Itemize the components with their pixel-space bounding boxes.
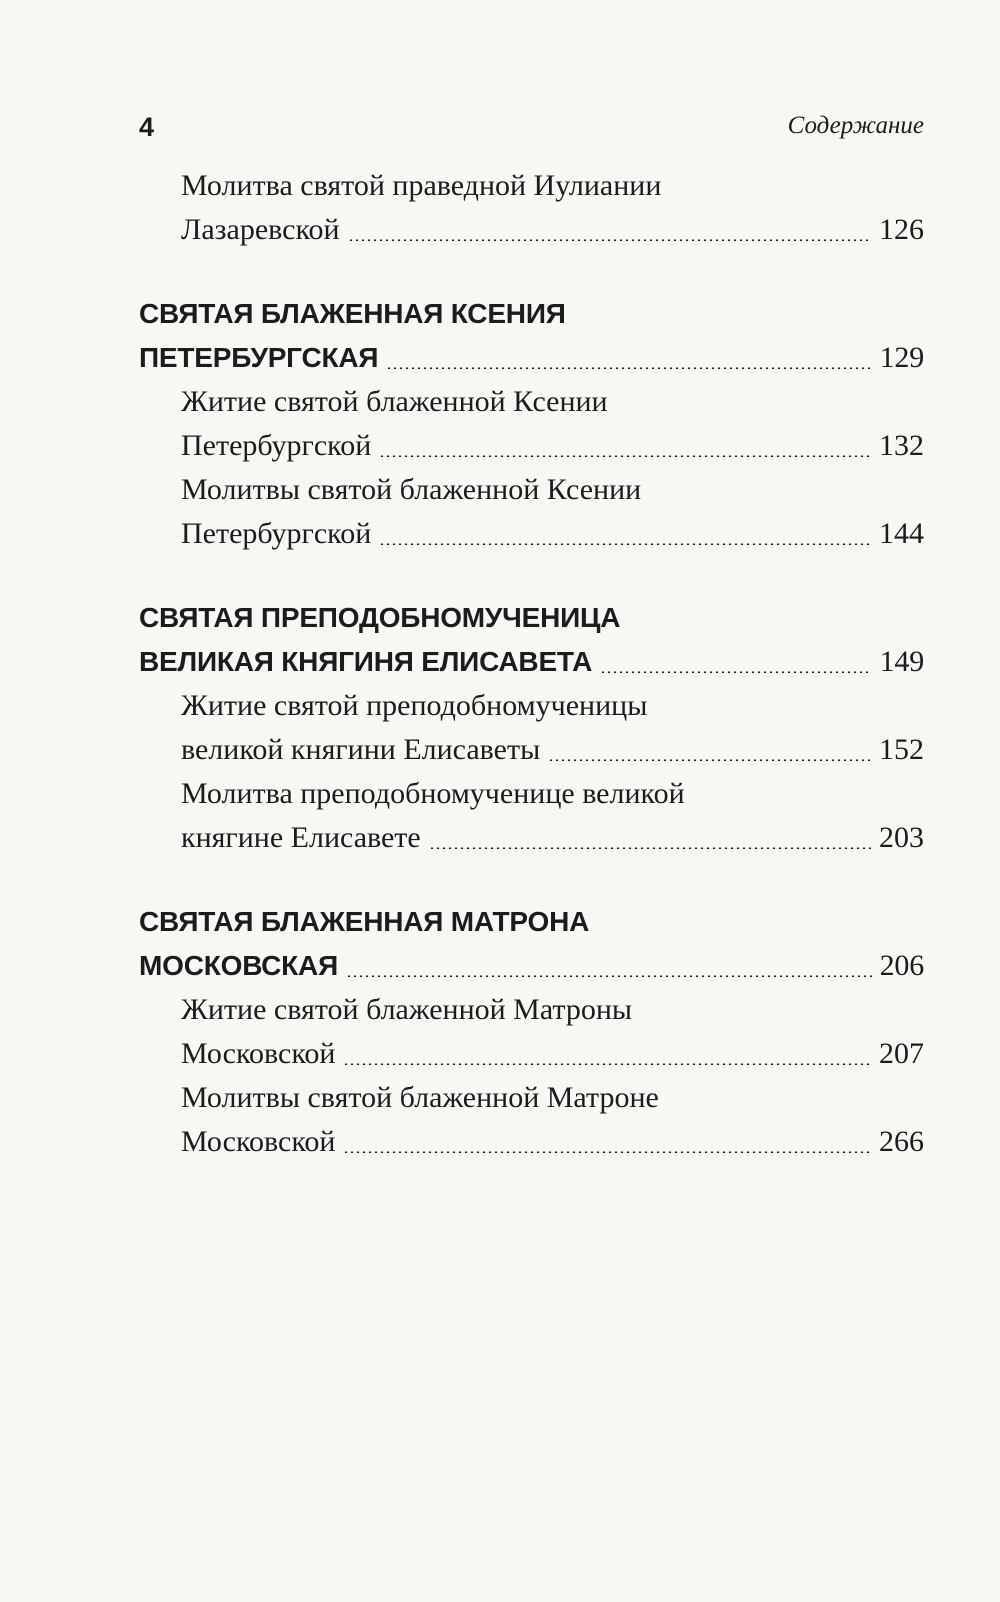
toc-entry-line: Молитвы святой блаженной Матроне [181,1081,659,1114]
toc-page-number: 144 [879,517,924,550]
toc-entry-line: Лазаревской [181,213,340,246]
toc-entry-xenia-life[interactable] [139,380,924,468]
toc-entry-leader-line [139,728,924,772]
toc-entry-leader-line [139,816,924,860]
section-title: СВЯТАЯ ПРЕПОДОБНОМУЧЕНИЦА [139,602,621,633]
section-title: ВЕЛИКАЯ КНЯГИНЯ ЕЛИСАВЕТА [139,646,593,677]
toc-entry-line: Житие святой блаженной Ксении [181,385,608,418]
toc-entry-elisaveta-life[interactable] [139,684,924,772]
section-title: МОСКОВСКАЯ [139,950,339,981]
dot-leader [379,455,871,457]
toc-entry-elisaveta-prayer[interactable] [139,772,924,860]
toc-page-number: 206 [879,949,924,982]
toc-page-number: 207 [879,1037,924,1070]
section-title: СВЯТАЯ БЛАЖЕННАЯ МАТРОНА [139,906,590,937]
dot-leader [348,239,871,241]
toc-entry-leader-line [139,512,924,556]
running-head: Содержание [787,112,924,139]
dot-leader [386,367,871,369]
toc-page-number: 152 [879,733,924,766]
toc-entry-leader-line [139,1120,924,1164]
section-title-leader-line [139,944,924,988]
toc-entry-line: Молитвы святой блаженной Ксении [181,473,642,506]
toc-page-number: 132 [879,429,924,462]
toc-entry-line: Московской [181,1125,336,1158]
toc-entry-line: Петербургской [181,429,372,462]
toc-entry-line: Молитва святой праведной Иулиании [181,169,662,202]
page-header [139,112,924,148]
toc-page-number: 149 [879,645,924,678]
dot-leader [343,1063,871,1065]
toc-page-number: 266 [879,1125,924,1158]
toc-entry-matrona-prayers[interactable] [139,1076,924,1164]
dot-leader [548,759,871,761]
toc-entry-matrona-life[interactable] [139,988,924,1076]
toc-entry-line: княгине Елисавете [181,821,421,854]
toc-entry-line: Житие святой преподобномученицы [181,689,648,722]
table-of-contents [139,164,924,1164]
toc-entry-xenia-prayers[interactable] [139,468,924,556]
toc-entry-leader-line [139,1032,924,1076]
dot-leader [429,847,871,849]
toc-entry-leader-line [139,208,924,252]
section-title: СВЯТАЯ БЛАЖЕННАЯ КСЕНИЯ [139,298,566,329]
toc-entry-line: Московской [181,1037,336,1070]
section-title: ПЕТЕРБУРГСКАЯ [139,342,379,373]
toc-entry-line: Житие святой блаженной Матроны [181,993,633,1026]
section-title-leader-line [139,640,924,684]
section-title-leader-line [139,336,924,380]
toc-page-number: 203 [879,821,924,854]
toc-entry-line: великой княгини Елисаветы [181,733,541,766]
toc-entry-julianiya-prayer[interactable] [139,164,924,252]
toc-section-matrona[interactable] [139,900,924,988]
toc-page-number: 126 [879,213,924,246]
dot-leader [343,1151,871,1153]
page-number: 4 [139,112,155,142]
toc-section-xenia[interactable] [139,292,924,380]
dot-leader [379,543,871,545]
dot-leader [346,975,872,977]
toc-page-number: 129 [879,341,924,374]
toc-entry-line: Петербургской [181,517,372,550]
dot-leader [600,671,872,673]
toc-entry-leader-line [139,424,924,468]
toc-section-elisaveta[interactable] [139,596,924,684]
toc-entry-line: Молитва преподобномученице великой [181,777,685,810]
